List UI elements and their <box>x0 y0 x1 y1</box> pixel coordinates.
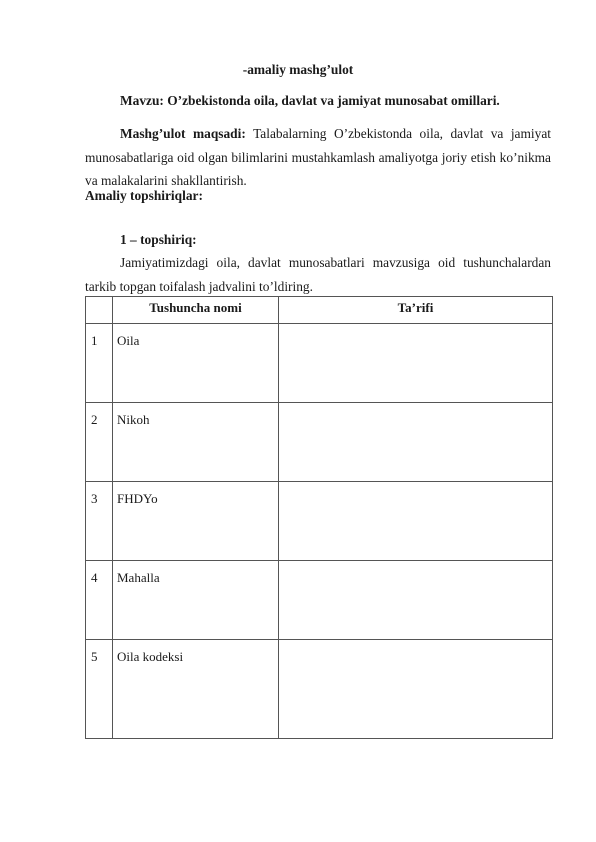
row-number: 4 <box>86 561 113 640</box>
table-row <box>86 482 553 561</box>
row-definition-cell[interactable] <box>279 403 553 482</box>
row-number: 3 <box>86 482 113 561</box>
topic-line: Mavzu: O’zbekistonda oila, davlat va jamiyat munosabat omillari. <box>120 93 500 108</box>
row-term: Oila <box>113 324 279 403</box>
task1-text: Jamiyatimizdagi oila, davlat munosabatlari mavzusiga oid tushunchalardan tarkib topgan toifalash jadvalini to’ldiring. <box>85 255 551 294</box>
header-definition: Ta’rifi <box>279 297 553 324</box>
row-number: 1 <box>86 324 113 403</box>
goal-text: Talabalarning O’zbekistonda oila, davlat va jamiyat munosabatlariga oid olgan bilimlarini mustahkamlash amaliyotga joriy etish ko’nikma va malakalarini shakllantirish. <box>85 126 551 188</box>
row-term: Mahalla <box>113 561 279 640</box>
tasks-heading: Amaliy topshiriqlar: <box>85 188 203 203</box>
table-header-row <box>86 297 553 324</box>
row-term: FHDYo <box>113 482 279 561</box>
goal-label: Mashg’ulot maqsadi: <box>120 126 246 141</box>
row-number: 2 <box>86 403 113 482</box>
goal-paragraph <box>85 122 551 193</box>
header-num <box>86 297 113 324</box>
table-row <box>86 324 553 403</box>
row-definition-cell[interactable] <box>279 482 553 561</box>
row-definition-cell[interactable] <box>279 640 553 739</box>
concepts-table <box>85 296 553 739</box>
page-title: -amaliy mashg’ulot <box>242 62 354 77</box>
table-row <box>86 403 553 482</box>
task1-title: 1 – topshiriq: <box>120 232 197 247</box>
row-term: Nikoh <box>113 403 279 482</box>
table-row <box>86 561 553 640</box>
row-term: Oila kodeksi <box>113 640 279 739</box>
row-definition-cell[interactable] <box>279 561 553 640</box>
row-definition-cell[interactable] <box>279 324 553 403</box>
table-row <box>86 640 553 739</box>
header-term: Tushuncha nomi <box>113 297 279 324</box>
task1-description <box>85 251 551 298</box>
row-number: 5 <box>86 640 113 739</box>
